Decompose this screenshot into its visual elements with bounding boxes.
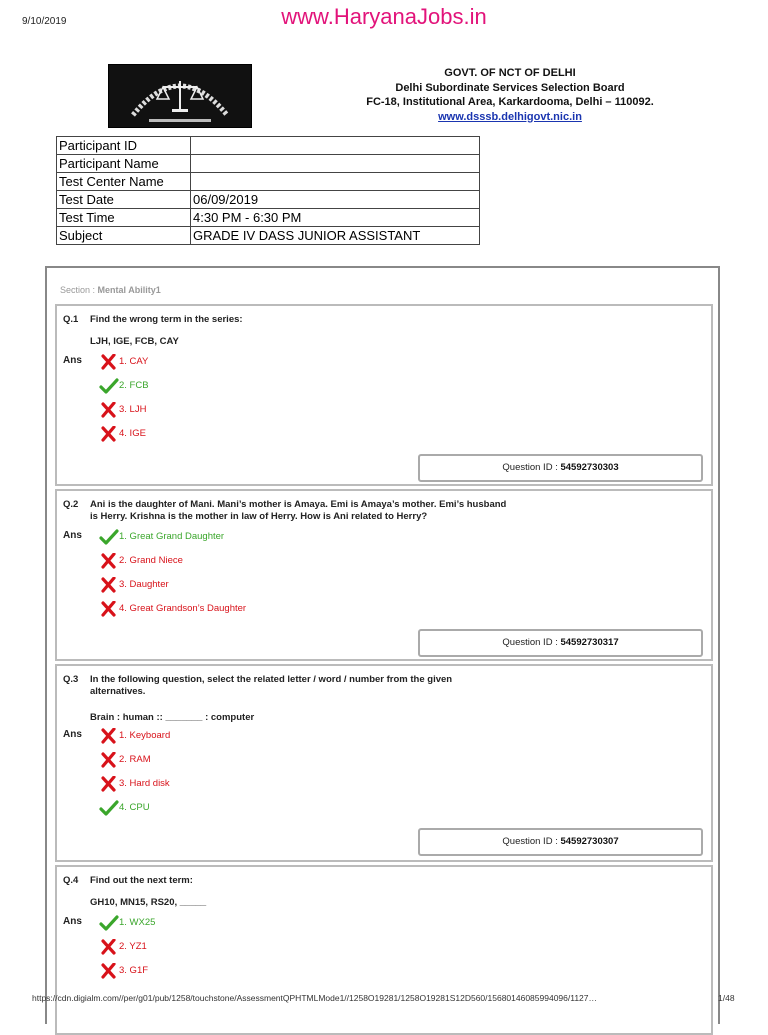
option-label: 3. LJH — [119, 404, 147, 415]
question-text: Find the wrong term in the series: — [90, 314, 243, 325]
question-number: Q.3 — [63, 674, 79, 685]
option-label: 4. Great Grandson’s Daughter — [119, 603, 247, 614]
question-id-box: Question ID : 54592730303 — [418, 454, 703, 482]
dsssb-emblem-icon — [108, 64, 252, 128]
print-date: 9/10/2019 — [22, 16, 67, 27]
option-label: 1. Great Grand Daughter — [119, 531, 225, 542]
info-value: 4:30 PM - 6:30 PM — [191, 209, 480, 227]
cross-icon — [99, 553, 119, 569]
question-block — [55, 489, 713, 661]
question-number: Q.2 — [63, 499, 79, 510]
info-label: Test Time — [57, 209, 191, 227]
cross-icon — [99, 354, 119, 370]
org-line-govt: GOVT. OF NCT OF DELHI — [444, 67, 576, 79]
info-label: Test Date — [57, 191, 191, 209]
question-subtext: Brain : human :: _______ : computer — [90, 712, 255, 723]
footer-url: https://cdn.digialm.com//per/g01/pub/1258/touchstone/AssessmentQPHTMLMode1//1258O19281/1258O19281S12D560/15680146085994096/1127… — [32, 993, 598, 1003]
question-text: Find out the next term: — [90, 875, 193, 886]
option-label: 2. Grand Niece — [119, 555, 183, 566]
cross-icon — [99, 402, 119, 418]
ans-label: Ans — [63, 916, 82, 927]
cross-icon — [99, 577, 119, 593]
question-id-value: 54592730317 — [560, 637, 619, 648]
cross-icon — [99, 939, 119, 955]
question-id-box: Question ID : 54592730307 — [418, 828, 703, 856]
question-subtext: LJH, IGE, FCB, CAY — [90, 336, 179, 347]
option-label: 2. YZ1 — [119, 941, 147, 952]
info-value — [191, 155, 480, 173]
option-label: 3. G1F — [119, 965, 149, 976]
checkmark-icon — [99, 529, 119, 545]
checkmark-icon — [99, 800, 119, 816]
cross-icon — [99, 426, 119, 442]
option-label: 2. FCB — [119, 380, 149, 391]
question-block — [55, 664, 713, 862]
option-label: 4. IGE — [119, 428, 146, 439]
question-subtext: GH10, MN15, RS20, _____ — [90, 897, 207, 908]
info-label: Subject — [57, 227, 191, 245]
cross-icon — [99, 963, 119, 979]
info-row — [57, 155, 480, 173]
question-block — [55, 304, 713, 486]
checkmark-icon — [99, 378, 119, 394]
checkmark-icon — [99, 915, 119, 931]
option-label: 4. CPU — [119, 802, 150, 813]
option-label: 2. RAM — [119, 754, 151, 765]
info-label: Participant ID — [57, 137, 191, 155]
participant-info-table — [56, 136, 480, 245]
question-text: In the following question, select the related letter / word / number from the given alternatives. — [90, 674, 453, 697]
info-value: GRADE IV DASS JUNIOR ASSISTANT — [191, 227, 480, 245]
question-number: Q.1 — [63, 314, 79, 325]
footer-page-number: 1/48 — [718, 993, 735, 1003]
info-value — [191, 173, 480, 191]
info-label: Participant Name — [57, 155, 191, 173]
org-header — [300, 66, 720, 124]
info-row — [57, 209, 480, 227]
cross-icon — [99, 728, 119, 744]
section-name: Mental Ability1 — [97, 285, 161, 295]
info-row — [57, 173, 480, 191]
section-label: Section : Mental Ability1 — [60, 285, 161, 295]
option-label: 3. Hard disk — [119, 778, 170, 789]
ans-label: Ans — [63, 530, 82, 541]
info-value: 06/09/2019 — [191, 191, 480, 209]
org-website-link[interactable]: www.dsssb.delhigovt.nic.in — [438, 110, 582, 123]
question-block — [55, 865, 713, 1035]
option-label: 1. WX25 — [119, 917, 156, 928]
question-id-value: 54592730307 — [560, 836, 619, 847]
question-id-value: 54592730303 — [560, 462, 619, 473]
option-label: 1. CAY — [119, 356, 149, 367]
info-label: Test Center Name — [57, 173, 191, 191]
info-row — [57, 227, 480, 245]
cross-icon — [99, 601, 119, 617]
option-label: 3. Daughter — [119, 579, 169, 590]
cross-icon — [99, 752, 119, 768]
cross-icon — [99, 776, 119, 792]
info-value — [191, 137, 480, 155]
question-id-box: Question ID : 54592730317 — [418, 629, 703, 657]
info-row — [57, 191, 480, 209]
site-watermark[interactable]: www.HaryanaJobs.in — [281, 4, 487, 29]
org-line-address: FC-18, Institutional Area, Karkardooma, Delhi – 110092. — [366, 96, 654, 108]
ans-label: Ans — [63, 355, 82, 366]
info-row — [57, 137, 480, 155]
ans-label: Ans — [63, 729, 82, 740]
question-text: Ani is the daughter of Mani. Mani’s mother is Amaya. Emi is Amaya’s mother. Emi’s husband is Herry. Krishna is the mother in law of Herry. How is Ani related to Herry? — [90, 499, 507, 522]
org-line-board: Delhi Subordinate Services Selection Board — [395, 81, 625, 94]
option-label: 1. Keyboard — [119, 730, 171, 741]
question-number: Q.4 — [63, 875, 79, 886]
